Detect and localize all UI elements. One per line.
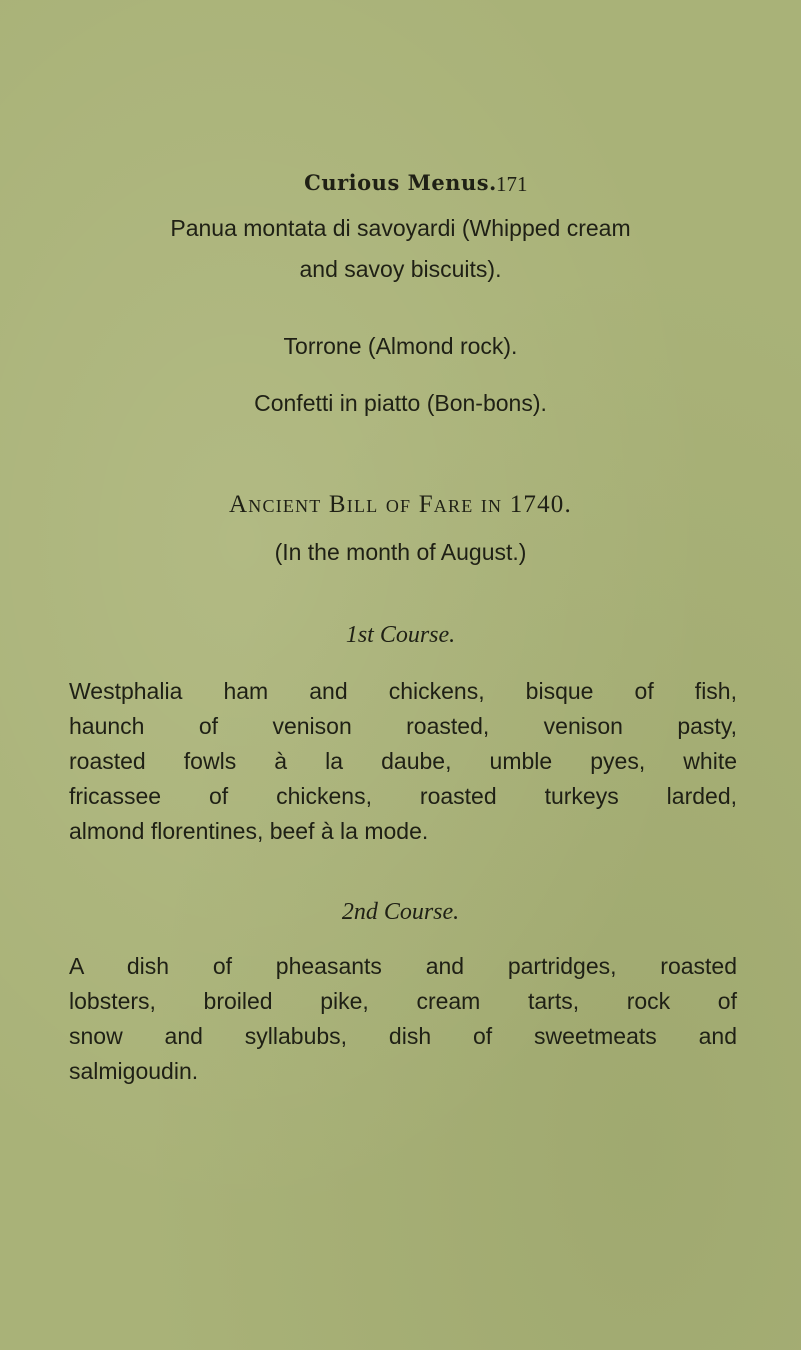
second-course-line: snow and syllabubs, dish of sweetmeats and <box>69 1023 737 1049</box>
first-course-line: almond florentines, beef à la mode. <box>69 818 429 844</box>
second-course-line: salmigoudin. <box>69 1058 199 1084</box>
first-course-line: Westphalia ham and chickens, bisque of fish, <box>69 678 737 704</box>
page-number: 171 <box>496 172 528 196</box>
running-head <box>0 166 801 202</box>
dessert-line: Panua montata di savoyardi (Whipped cream <box>170 215 631 241</box>
first-course-title: 1st Course. <box>345 622 456 648</box>
running-title: Curious Menus. <box>304 170 497 195</box>
second-course-line: A dish of pheasants and partridges, roasted <box>69 953 737 979</box>
second-course-line: lobsters, broiled pike, cream tarts, rock of <box>69 988 737 1014</box>
first-course-line: roasted fowls à la daube, umble pyes, white <box>69 748 737 774</box>
dessert-line: Torrone (Almond rock). <box>283 333 518 359</box>
first-course-line: haunch of venison roasted, venison pasty, <box>69 713 737 739</box>
dessert-line: Confetti in piatto (Bon-bons). <box>254 390 547 416</box>
bill-of-fare-heading: Ancient Bill of Fare in 1740. <box>229 491 572 518</box>
dessert-line: and savoy biscuits). <box>299 256 502 282</box>
bill-of-fare-subheading: (In the month of August.) <box>274 539 527 565</box>
first-course-line: fricassee of chickens, roasted turkeys larded, <box>69 783 737 809</box>
second-course-title: 2nd Course. <box>341 899 460 925</box>
